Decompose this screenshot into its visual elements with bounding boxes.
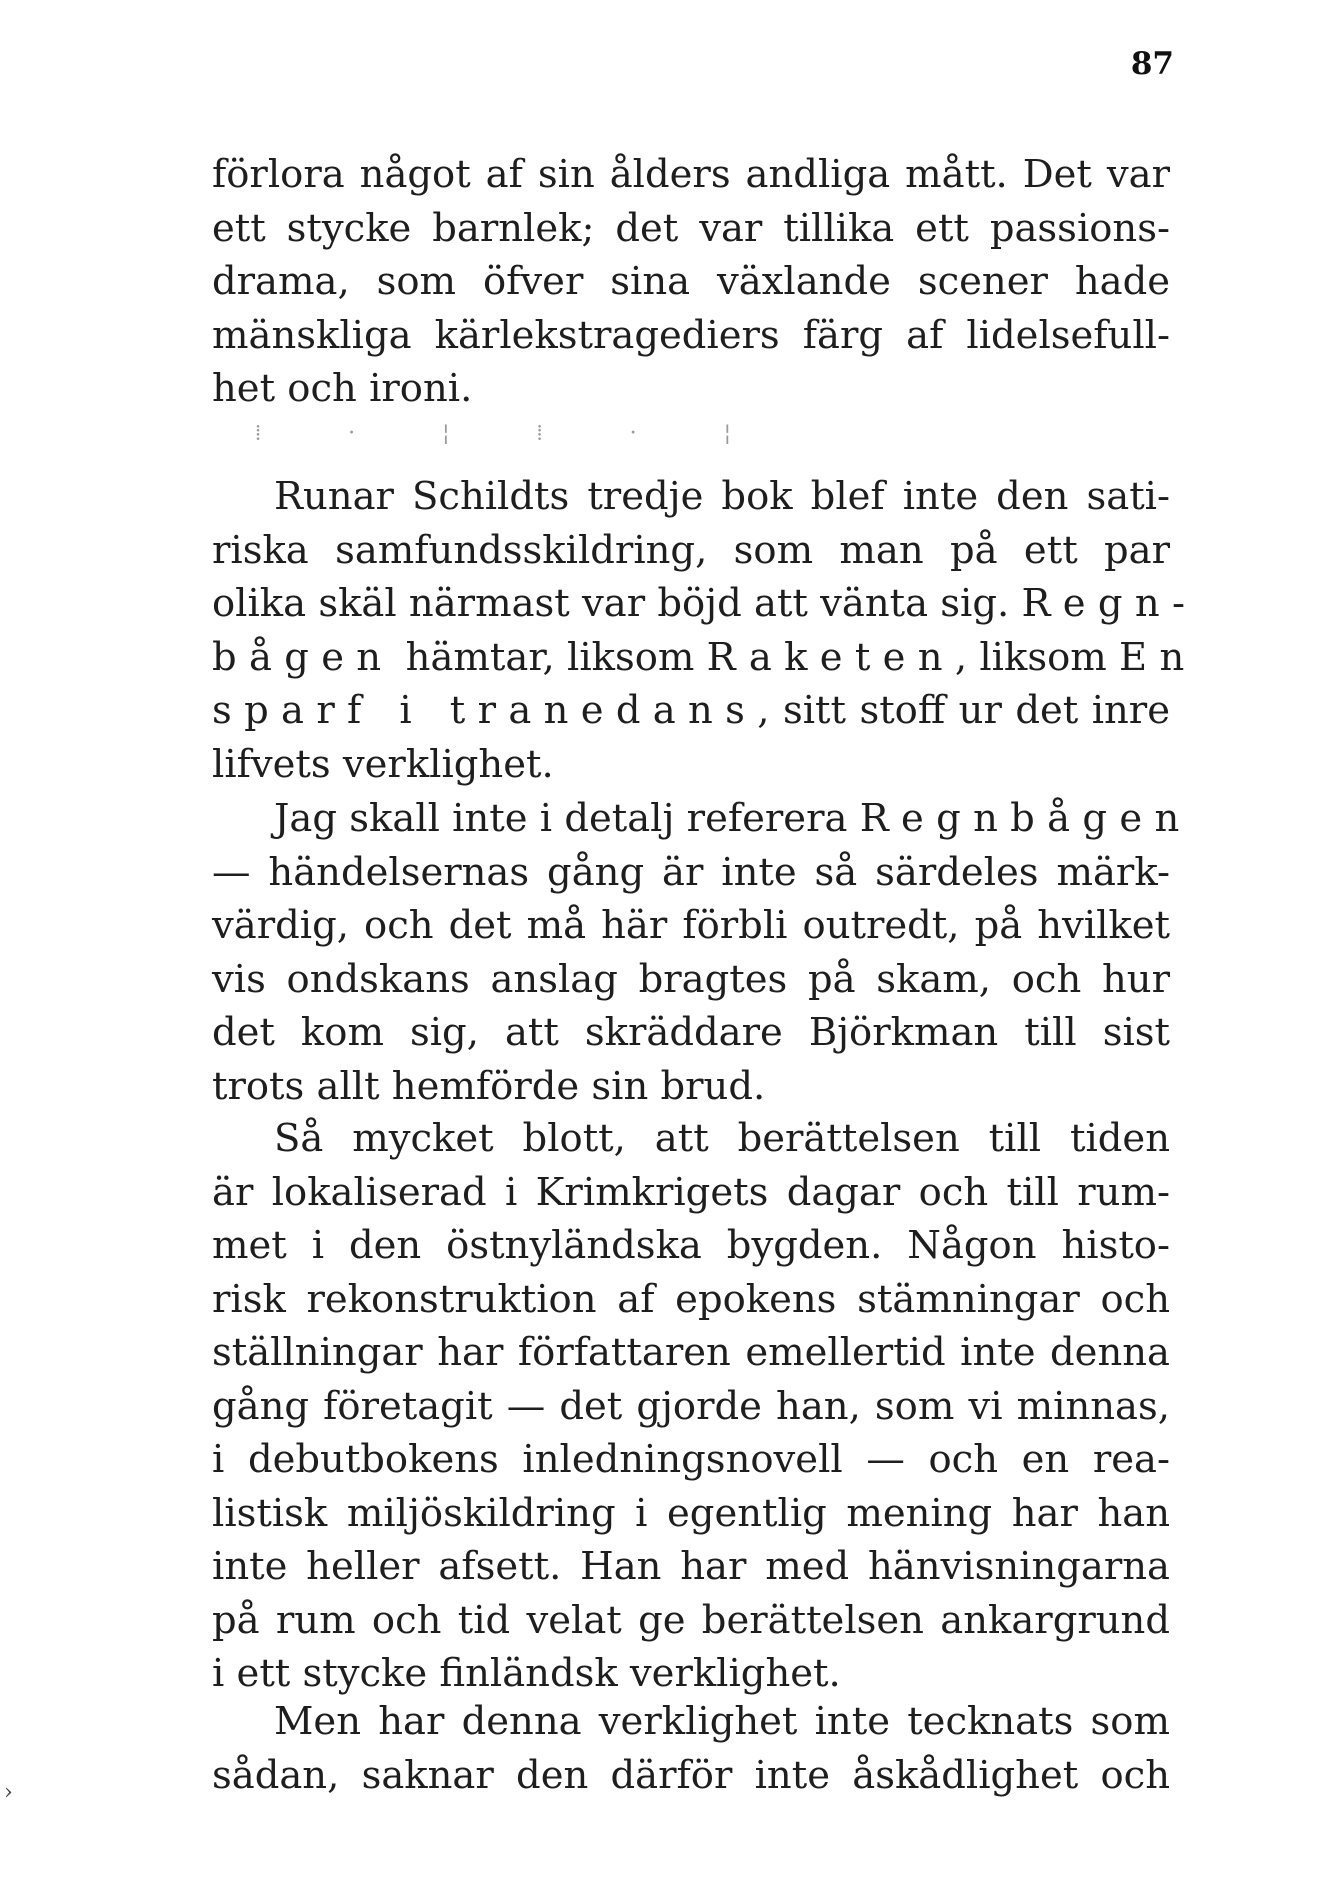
- text-segment: hämtar, liksom: [393, 634, 707, 680]
- text-line: [212, 684, 1170, 738]
- text-line: [212, 631, 1197, 685]
- emphasized-title: sparf i tranedans: [212, 688, 758, 733]
- scan-artifact: ⁞ · ¦ ⁞ · ¦: [255, 421, 772, 446]
- emphasized-title: bågen: [212, 634, 394, 680]
- text-segment: , sitt stoff ur det inre: [757, 688, 1170, 733]
- text-line: ställningar har författaren emellertid inte denna: [212, 1330, 1170, 1375]
- text-line: Så mycket blott, att berättelsen till tiden: [274, 1116, 1170, 1161]
- text-line: är lokaliserad i Krimkrigets dagar och till rum-: [212, 1169, 1170, 1215]
- emphasized-title: En: [1119, 634, 1197, 680]
- emphasized-title: Regnbågen: [859, 796, 1192, 841]
- text-line: sådan, saknar den därför inte åskådlighet och: [212, 1752, 1170, 1798]
- text-line: Men har denna verklighet inte tecknats som: [274, 1699, 1170, 1744]
- text-line: [212, 577, 1198, 631]
- paragraph-5: [212, 1695, 1170, 1802]
- text-line: mänskliga kärlekstragediers färg af lidelsefull-: [212, 312, 1170, 358]
- paragraph-4: [212, 1112, 1170, 1701]
- text-line: förlora något af sin ålders andliga mått. Det var: [212, 152, 1170, 197]
- paragraph-3: [212, 792, 1192, 1113]
- paragraph-1: [212, 148, 1170, 416]
- text-line: met i den östnyländska bygden. Någon histo-: [212, 1223, 1170, 1268]
- paragraph-2: [212, 470, 1198, 791]
- scan-edge-mark: ›: [4, 1780, 13, 1805]
- text-line: ett stycke barnlek; det var tillika ett passions-: [212, 205, 1170, 251]
- text-line: [212, 792, 1192, 846]
- text-line: inte heller afsett. Han har med hänvisningarna: [212, 1544, 1170, 1589]
- text-line: lifvets verklighet.: [212, 741, 554, 787]
- emphasized-title: Raketen: [706, 634, 955, 680]
- text-line: riska samfundsskildring, som man på ett par: [212, 527, 1170, 573]
- text-line: het och ironi.: [212, 366, 473, 411]
- text-segment: Jag skall inte i detalj referera: [274, 796, 860, 841]
- text-line: — händelsernas gång är inte så särdeles märk-: [212, 849, 1170, 895]
- text-line: drama, som öfver sina växlande scener hade: [212, 259, 1170, 304]
- emphasized-title: Regn-: [1021, 581, 1198, 626]
- text-segment: olika skäl närmast var böjd att vänta sig.: [212, 581, 1010, 626]
- text-line: listisk miljöskildring i egentlig mening har han: [212, 1490, 1170, 1536]
- text-line: risk rekonstruktion af epokens stämningar och: [212, 1276, 1170, 1322]
- text-line: i debutbokens inledningsnovell — och en rea-: [212, 1437, 1170, 1482]
- text-segment: , liksom: [954, 634, 1120, 680]
- text-line: gång företagit — det gjorde han, som vi minnas,: [212, 1383, 1170, 1429]
- text-line: det kom sig, att skräddare Björkman till sist: [212, 1010, 1170, 1055]
- text-line: trots allt hemförde sin brud.: [212, 1063, 766, 1109]
- text-line: i ett stycke finländsk verklighet.: [212, 1651, 841, 1696]
- page-number: 87: [1130, 46, 1174, 82]
- text-line: på rum och tid velat ge berättelsen ankargrund: [212, 1597, 1170, 1643]
- text-line: vis ondskans anslag bragtes på skam, och hur: [212, 956, 1170, 1002]
- text-line: värdig, och det må här förbli outredt, på hvilket: [212, 903, 1170, 948]
- text-line: Runar Schildts tredje bok blef inte den sati-: [274, 474, 1170, 519]
